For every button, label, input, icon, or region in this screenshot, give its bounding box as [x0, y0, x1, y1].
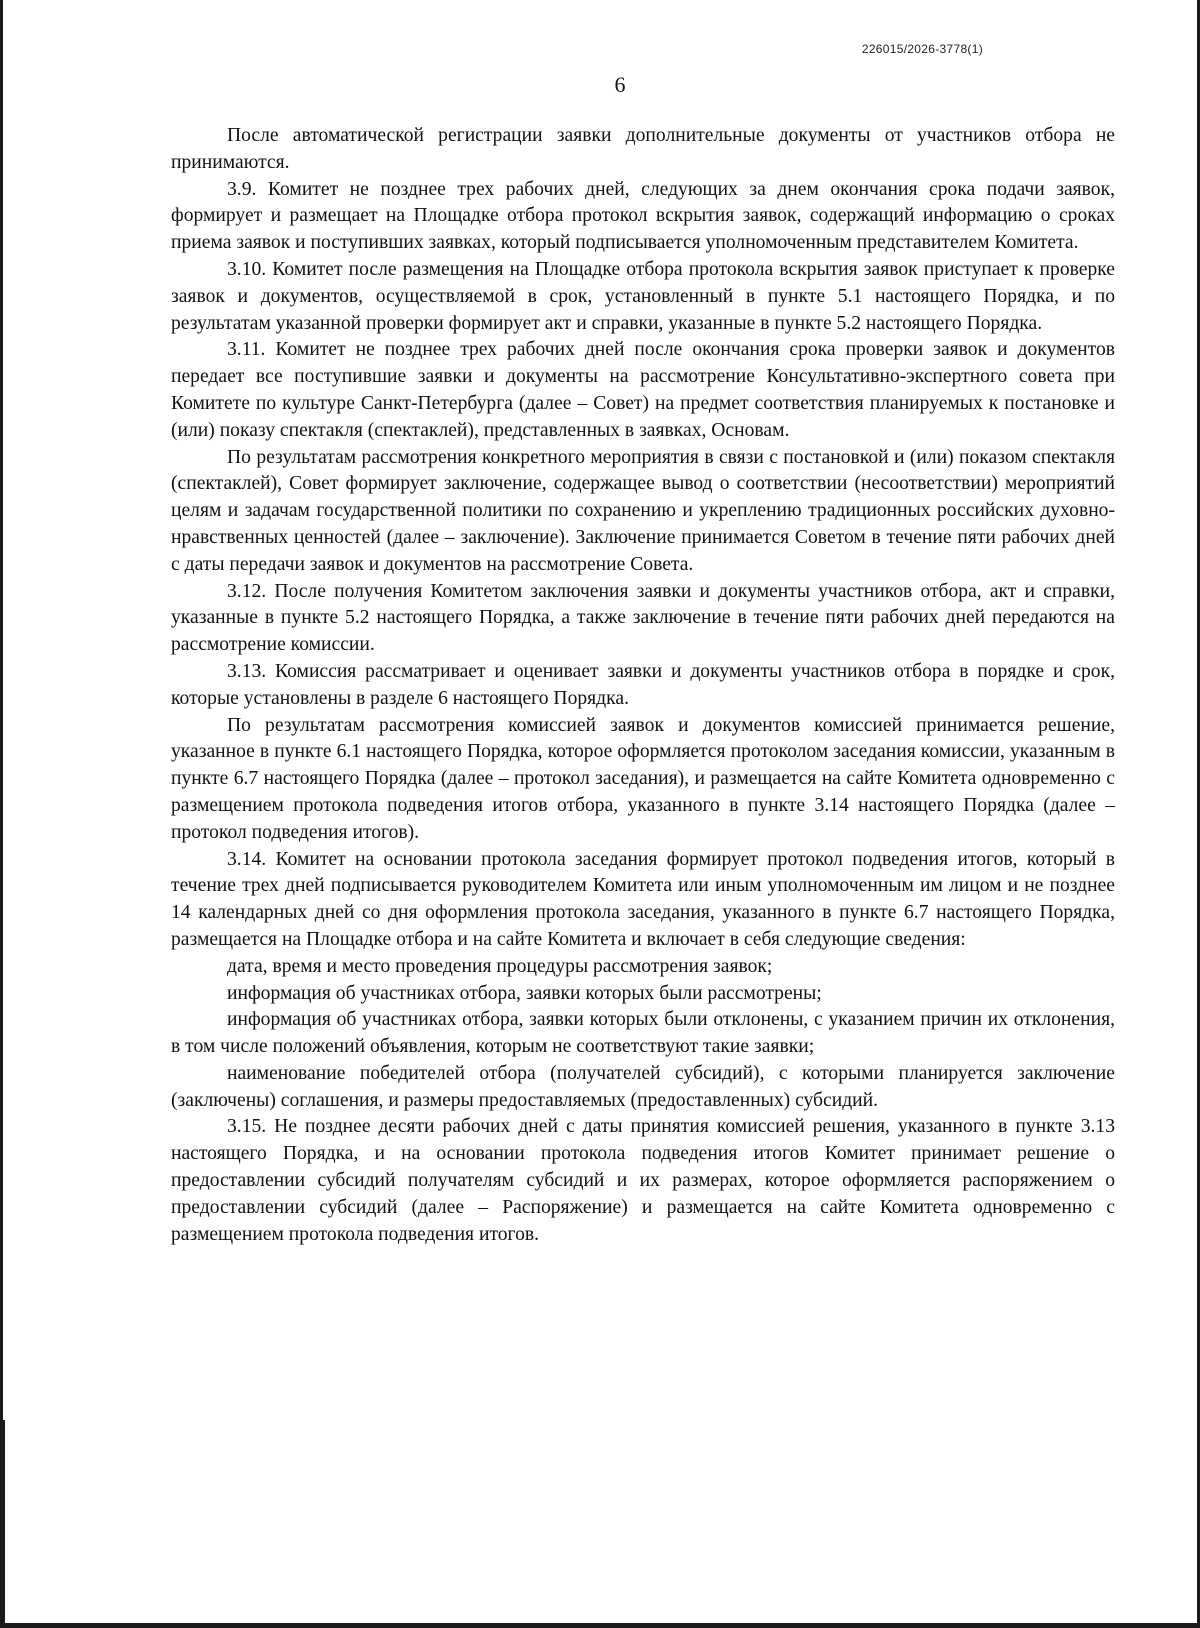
paragraph: После автоматической регистрации заявки дополнительные документы от участников отбора не принимаются. [171, 125, 1115, 173]
paragraph: По результатам рассмотрения конкретного мероприятия в связи с постановкой и (или) показом спектакля (спектаклей), Совет формирует заключение, содержащее вывод о соответствии (несоответствии) мероприятий целям и задачам государственной политики по сохранению и укреплению традиционных российских духовно-нравственных ценностей (далее – заключение). Заключение принимается Советом в течение пяти рабочих дней с даты передачи заявок и документов на рассмотрение Совета. [171, 446, 1115, 575]
paragraph: 3.15. Не позднее десяти рабочих дней с даты принятия комиссией решения, указанного в пункте 3.13 настоящего Порядка, и на основании протокола подведения итогов Комитет принимает решение о предоставлении субсидий получателям субсидий и их размерах, которое оформляется распоряжением о предоставлении субсидий (далее – Распоряжение) и размещается на сайте Комитета одновременно с размещением протокола подведения итогов. [171, 1116, 1115, 1245]
list-item: дата, время и место проведения процедуры рассмотрения заявок; [227, 955, 773, 977]
paragraph: По результатам рассмотрения комиссией заявок и документов комиссией принимается решение, указанное в пункте 6.1 настоящего Порядка, которое оформляется протоколом заседания комиссии, указанным в пункте 6.7 настоящего Порядка (далее – протокол заседания), и размещается на сайте Комитета одновременно с размещением протокола подведения итогов отбора, указанного в пункте 3.14 настоящего Порядка (далее – протокол подведения итогов). [171, 714, 1115, 843]
scan-border-bottom [0, 1623, 1200, 1628]
paragraph: 3.14. Комитет на основании протокола заседания формирует протокол подведения итогов, который в течение трех дней подписывается руководителем Комитета или иным уполномоченным им лицом и не позднее 14 календарных дней со дня оформления протокола заседания, указанного в пункте 6.7 настоящего Порядка, размещается на Площадке отбора и на сайте Комитета и включает в себя следующие сведения: [171, 848, 1115, 950]
list-item: информация об участниках отбора, заявки которых были рассмотрены; [227, 982, 822, 1004]
document-body [171, 123, 1115, 1248]
paragraph: 3.12. После получения Комитетом заключения заявки и документы участников отбора, акт и справки, указанные в пункте 5.2 настоящего Порядка, а также заключение в течение пяти рабочих дней передаются на рассмотрение комиссии. [171, 580, 1115, 656]
page-number: 6 [614, 72, 626, 97]
paragraph: 3.10. Комитет после размещения на Площадке отбора протокола вскрытия заявок приступает к проверке заявок и документов, осуществляемой в срок, установленный в пункте 5.1 настоящего Порядка, и по результатам указанной проверки формирует акт и справки, указанные в пункте 5.2 настоящего Порядка. [171, 258, 1115, 334]
document-registration-number: 226015/2026-3778(1) [861, 42, 983, 56]
paragraph: 3.13. Комиссия рассматривает и оценивает заявки и документы участников отбора в порядке и срок, которые установлены в разделе 6 настоящего Порядка. [171, 660, 1115, 709]
paragraph: 3.11. Комитет не позднее трех рабочих дней после окончания срока проверки заявок и документов передает все поступившие заявки и документы на рассмотрение Консультативно-экспертного совета при Комитете по культуре Санкт-Петербурга (далее – Совет) на предмет соответствия планируемых к постановке и (или) показу спектакля (спектаклей), представленных в заявках, Основам. [171, 339, 1115, 441]
scan-border-left-notch [3, 1420, 5, 1628]
paragraph: 3.9. Комитет не позднее трех рабочих дней, следующих за днем окончания срока подачи заявок, формирует и размещает на Площадке отбора протокол вскрытия заявок, содержащий информацию о сроках приема заявок и поступивших заявках, который подписывается уполномоченным представителем Комитета. [171, 178, 1115, 254]
list-item: информация об участниках отбора, заявки которых были отклонены, с указанием причин их отклонения, в том числе положений объявления, которым не соответствуют такие заявки; [171, 1009, 1115, 1058]
scan-border-left [0, 0, 3, 1628]
list-item: наименование победителей отбора (получателей субсидий), с которыми планируется заключение (заключены) соглашения, и размеры предоставляемых (предоставленных) субсидий. [171, 1062, 1115, 1111]
